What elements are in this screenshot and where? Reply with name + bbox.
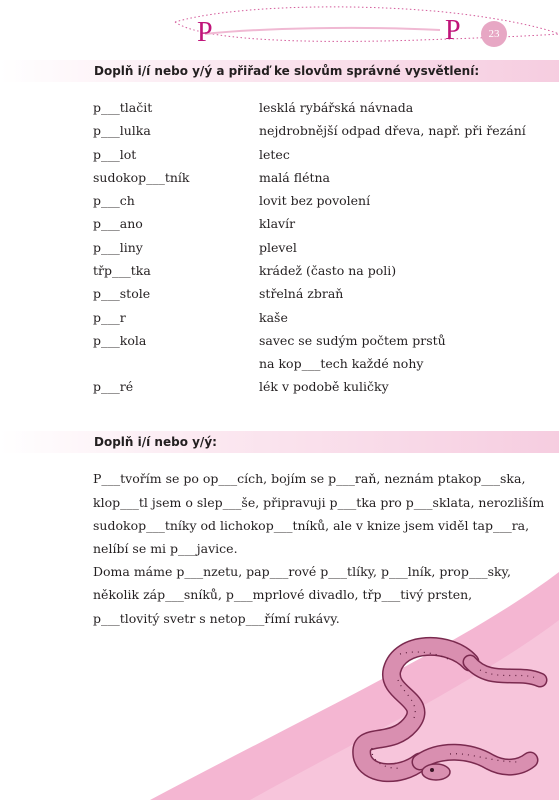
exercise2-line: nelíbí se mi p___javice. (93, 541, 238, 556)
exercise1-word: p___lulka (93, 123, 151, 138)
exercise1-definition: kaše (259, 310, 288, 325)
exercise2-line: několik záp___sníků, p___mprlové divadlo, třp___tivý prsten, (93, 587, 473, 602)
exercise2-line: klop___tl jsem o slep___še, připravuji p___tka pro p___sklata, nerozliším (93, 495, 545, 510)
header-letter-right: P (445, 15, 461, 46)
exercise1-word: p___liny (93, 240, 143, 255)
header-letter-left: P (197, 17, 213, 48)
exercise1-word: p___r (93, 310, 126, 325)
exercise1-word: p___tlačit (93, 100, 153, 115)
exercise1-definition: lesklá rybářská návnada (259, 100, 414, 115)
exercise1-definition: plevel (259, 240, 297, 255)
snake-illustration (340, 630, 559, 790)
exercise2-line: sudokop___tníky od lichokop___tníků, ale v knize jsem viděl tap___ra, (93, 518, 530, 533)
exercise1-definition: střelná zbraň (259, 286, 344, 301)
exercise1-word: p___stole (93, 286, 151, 301)
exercise1-definition: lék v podobě kuličky (259, 379, 389, 394)
exercise1-definition: savec se sudým počtem prstů (259, 333, 446, 348)
exercise1-definition: na kop___tech každé nohy (259, 356, 424, 371)
exercise1-definition: letec (259, 147, 290, 162)
exercise2-heading: Doplň i/í nebo y/ý: (94, 435, 217, 449)
exercise1-heading: Doplň i/í nebo y/ý a přiřaď ke slovům správné vysvětlení: (94, 64, 480, 78)
exercise1-definition: malá flétna (259, 170, 330, 185)
exercise2-line: p___tlovitý svetr s netop___římí rukávy. (93, 611, 340, 626)
exercise1-word: p___kola (93, 333, 147, 348)
exercise1-definition: krádež (často na poli) (259, 263, 397, 278)
exercise1-word: p___lot (93, 147, 137, 162)
exercise1-definition: lovit bez povolení (259, 193, 371, 208)
exercise1-definition: nejdrobnější odpad dřeva, např. při řezání (259, 123, 526, 138)
exercise2-line: Doma máme p___nzetu, pap___rové p___tlíky, p___lník, prop___sky, (93, 564, 511, 579)
exercise1-word: p___ano (93, 216, 143, 231)
exercise2-line: P___tvořím se po op___cích, bojím se p___raň, neznám ptakop___ska, (93, 471, 526, 486)
page-number: 23 (481, 21, 507, 47)
exercise1-word: sudokop___tník (93, 170, 190, 185)
exercise1-word: p___ch (93, 193, 135, 208)
exercise1-definition: klavír (259, 216, 296, 231)
exercise1-word: p___ré (93, 379, 134, 394)
exercise1-word: třp___tka (93, 263, 151, 278)
